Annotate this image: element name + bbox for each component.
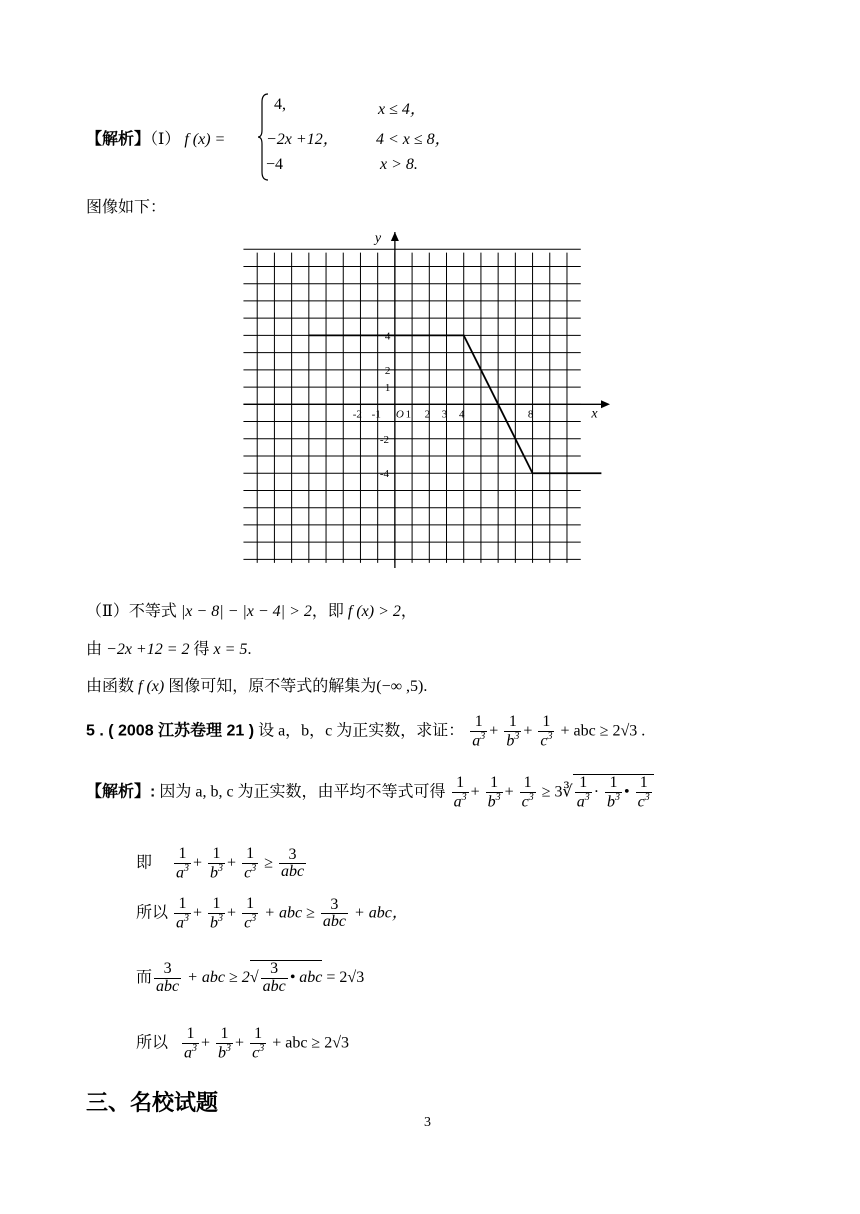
y-tick-label: 4 <box>384 330 391 343</box>
x-tick-label: -1 <box>371 408 381 421</box>
case3-condition: x > 8. <box>380 156 418 173</box>
x-tick-label: 4 <box>459 408 465 421</box>
y-tick-label: 1 <box>384 382 391 395</box>
x-axis-label: x <box>591 406 598 422</box>
analysis-line <box>86 126 225 149</box>
page-number: 3 <box>424 1115 431 1130</box>
part2-line1: （Ⅱ）不等式 |x − 8| − |x − 4| > 2，即 f (x) > 2， <box>86 603 417 620</box>
part2-line3: 由函数 f (x) 图像可知，原不等式的解集为(−∞ ,5). <box>86 678 428 695</box>
fx-gt-2: f (x) > 2 <box>347 603 401 620</box>
x-tick-label: 1 <box>405 408 412 421</box>
question-5-text: 设 a，b，c 为正实数，求证： <box>258 722 465 740</box>
proof-line-3: 而 $\frac{3}{\text{abc}}$ + abc ≥ 2√ $\frac{3}{\text{abc}}$ • abc = 2√3 <box>136 960 365 995</box>
x-axis-arrow <box>601 400 610 408</box>
y-tick-label: -2 <box>379 433 390 446</box>
case3-value: −4 <box>266 156 284 173</box>
function-graph <box>230 218 630 574</box>
y-axis-arrow <box>391 232 399 241</box>
x-tick-label: -2 <box>352 408 362 421</box>
question-5: 5 . ( 2008 江苏卷理 21 ) 设 a，b，c 为正实数，求证： $\frac{1}{a^3}$ + $\frac{1}{b^3}$ + $\frac{1}{c^3}$ + abc ≥ 2√3 . <box>86 713 646 750</box>
y-tick-label: 2 <box>384 364 391 377</box>
part2-line2: 由 −2x +12 = 2 得 x = 5. <box>86 641 252 658</box>
x-tick-label: 2 <box>424 408 431 421</box>
y-axis-label: y <box>374 231 382 246</box>
origin-label: O <box>395 408 404 421</box>
solution-set: (−∞ ,5) <box>376 678 424 695</box>
x-tick-label: 3 <box>441 408 448 421</box>
proof-line-1: 即 $\frac{1}{a^3}$ + $\frac{1}{b^3}$ + $\frac{1}{c^3}$ ≥ $\frac{3}{\text{abc}}$ <box>136 845 305 882</box>
proof-label: 【解析】: <box>86 783 156 801</box>
roman-one: （Ⅰ） <box>150 131 181 148</box>
section-heading: 三、名校试题 <box>86 1090 219 1115</box>
question-5-tail: + abc ≥ 2√3 . <box>560 722 646 740</box>
inequality-expr: |x − 8| − |x − 4| > 2 <box>180 603 312 620</box>
case1-condition: x ≤ 4， <box>378 101 426 118</box>
case1-value: 4, <box>274 96 286 113</box>
y-tick-label: -4 <box>379 468 390 481</box>
graph-intro: 图像如下： <box>86 199 167 216</box>
x-tick-label: 8 <box>527 408 534 421</box>
x-equals-5: x = 5 <box>213 641 248 658</box>
analysis-label: 【解析】 <box>86 131 151 148</box>
equation-expr: −2x +12 = 2 <box>106 641 190 658</box>
case2-condition: 4 < x ≤ 8， <box>376 131 451 148</box>
function-name: f (x) = <box>184 131 226 148</box>
case2-value: −2x +12， <box>266 131 339 148</box>
proof-line-4: 所以 $\frac{1}{a^3}$ + $\frac{1}{b^3}$ + $\frac{1}{c^3}$ + abc ≥ 2√3 <box>136 1025 349 1062</box>
question-5-title: 5 . ( 2008 江苏卷理 21 ) <box>86 722 255 740</box>
fx: f (x) <box>138 678 165 695</box>
proof-line-2: 所以 $\frac{1}{a^3}$ + $\frac{1}{b^3}$ + $\frac{1}{c^3}$ + abc ≥ $\frac{3}{\text{abc}}$ + abc， <box>136 895 408 932</box>
proof-intro: 【解析】: 因为 a, b, c 为正实数，由平均不等式可得 $\frac{1}{a^3}$ + $\frac{1}{b^3}$ + $\frac{1}{c^3}$ ≥ 3∛ $\frac{1}{a^3}$ · $\frac{1}{b^3}$ • $\frac{1}{c^3}$ <box>86 774 654 811</box>
